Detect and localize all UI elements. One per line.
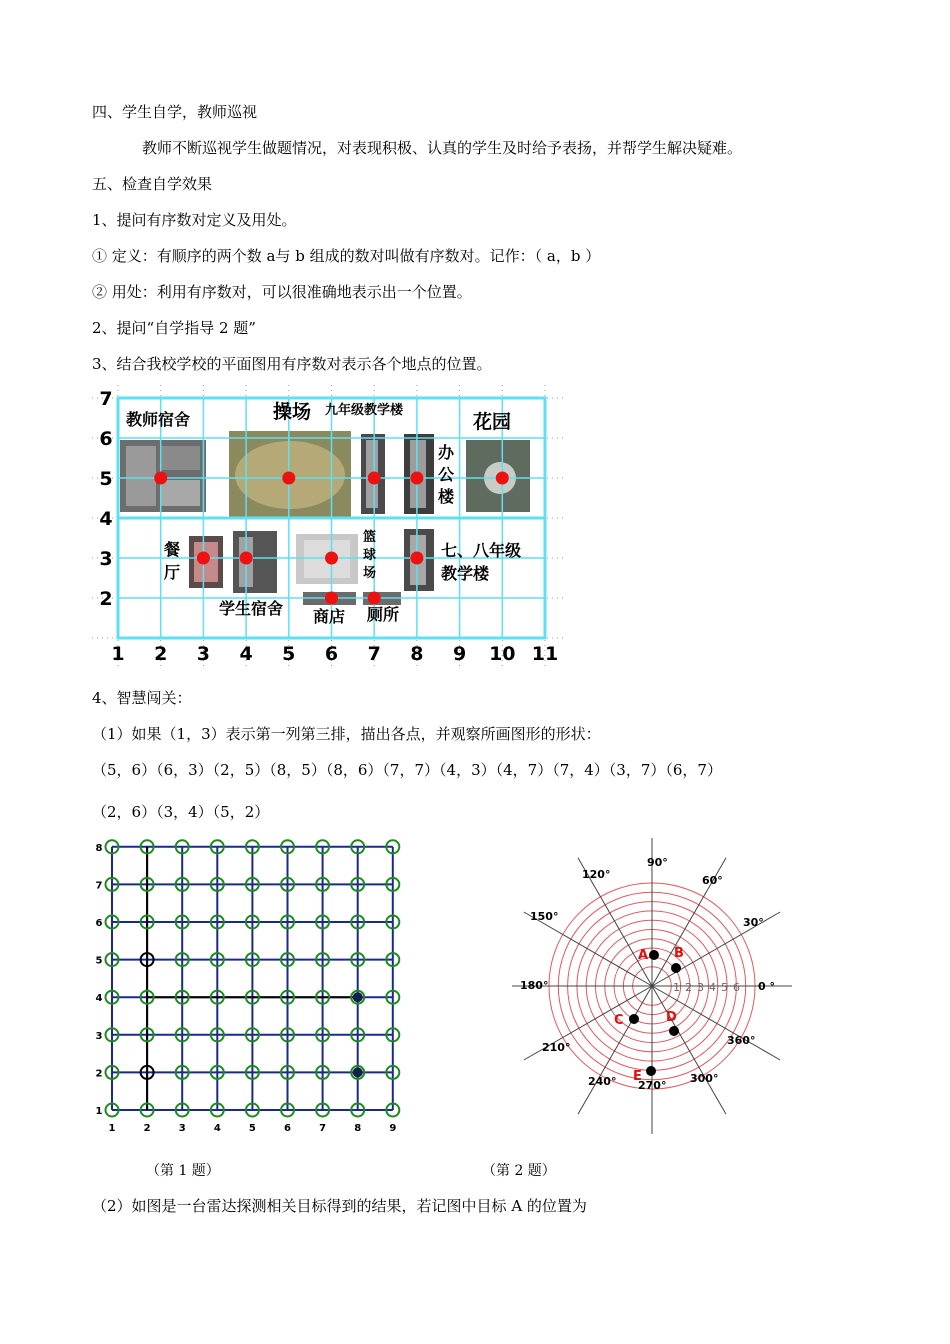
item-2: 2、提问“自学指导 2 题” [92, 319, 256, 337]
target-point [669, 1026, 679, 1036]
ring-label: 2 [685, 981, 692, 994]
label-grade9: 九年级教学楼 [325, 403, 404, 418]
label-teacher-dorm: 教师宿舍 [126, 410, 191, 429]
y-tick-label: 7 [95, 880, 103, 892]
angle-label: 210° [542, 1041, 571, 1054]
angle-label: 0 ° [758, 980, 775, 993]
x-tick-label: 6 [284, 1123, 291, 1134]
question-2: （2）如图是一台雷达探测相关目标得到的结果，若记图中目标 A 的位置为 [92, 1197, 587, 1215]
label-shop: 商店 [313, 607, 346, 626]
angle-label: 270° [638, 1079, 667, 1092]
x-tick-label: 1 [108, 1123, 116, 1134]
paragraph-teacher-patrol: 教师不断巡视学生做题情况，对表现积极、认真的学生及时给予表扬，并帮学生解决疑难。 [142, 139, 743, 157]
label-office-1: 办 [438, 443, 455, 462]
label-office-2: 公 [438, 465, 455, 484]
y-tick-label: 3 [95, 1030, 103, 1042]
angle-label: 90° [647, 856, 668, 869]
heading-four: 四、学生自学，教师巡视 [92, 103, 258, 121]
x-tick-label: 1 [111, 643, 125, 665]
y-tick-label: 2 [99, 588, 113, 610]
y-tick-label: 2 [95, 1068, 103, 1080]
y-tick-label: 4 [95, 993, 103, 1005]
target-point [671, 963, 681, 973]
y-tick-label: 5 [95, 955, 103, 967]
x-tick-label: 8 [410, 643, 424, 665]
label-garden: 花园 [473, 411, 512, 433]
y-tick-label: 3 [99, 548, 113, 570]
ring-label: 4 [709, 981, 716, 994]
target-point [649, 950, 659, 960]
x-tick-label: 5 [282, 643, 296, 665]
label-canteen-1: 餐 [164, 540, 181, 559]
definition-line: ① 定义：有顺序的两个数 a与 b 组成的数对叫做有序数对。记作：（ a，b ） [92, 247, 601, 265]
ring-label: 1 [673, 981, 680, 994]
radar-angle-labels [520, 856, 775, 1092]
label-playground: 操场 [273, 401, 312, 423]
y-tick-label: 6 [99, 428, 113, 450]
x-tick-label: 7 [367, 643, 381, 665]
x-tick-label: 11 [531, 643, 559, 665]
heading-five: 五、检查自学效果 [92, 175, 213, 193]
target-point [629, 1014, 639, 1024]
x-tick-label: 6 [324, 643, 339, 665]
target-label: A [638, 948, 649, 963]
angle-label: 60° [702, 874, 723, 887]
x-tick-label: 5 [248, 1123, 256, 1134]
usage-line: ② 用处：利用有序数对，可以很准确地表示出一个位置。 [92, 283, 472, 301]
angle-label: 360° [727, 1034, 756, 1047]
x-tick-label: 8 [354, 1123, 362, 1134]
x-tick-label: 9 [389, 1123, 397, 1134]
y-tick-label: 6 [95, 918, 103, 929]
y-tick-label: 8 [95, 842, 103, 854]
target-label: B [674, 946, 684, 961]
angle-label: 180° [520, 979, 549, 992]
target-point [646, 1066, 656, 1076]
item-1: 1、提问有序数对定义及用处。 [92, 211, 297, 229]
x-tick-label: 3 [178, 1123, 186, 1134]
caption-figure-1: （第 1 题） [146, 1163, 220, 1179]
label-toilet: 厕所 [367, 605, 400, 624]
x-tick-label: 2 [143, 1123, 151, 1134]
x-tick-label: 4 [213, 1123, 221, 1134]
label-court-2: 球 [363, 548, 377, 563]
x-tick-label: 10 [489, 643, 516, 665]
angle-label: 240° [588, 1075, 617, 1088]
label-grade78-1: 七、八年级 [441, 541, 522, 560]
label-court-1: 篮 [363, 530, 377, 545]
x-tick-label: 9 [452, 643, 467, 665]
points-list-2: （2，6）（3，4）（5，2） [92, 803, 270, 821]
ring-label: 3 [697, 981, 704, 994]
target-label: E [633, 1069, 642, 1084]
item-4: 4、智慧闯关： [92, 689, 192, 707]
target-label: C [614, 1013, 624, 1028]
y-tick-label: 1 [95, 1106, 103, 1117]
y-tick-label: 7 [99, 388, 113, 410]
x-tick-label: 3 [196, 643, 211, 665]
radar-ring-labels [673, 981, 740, 994]
x-tick-label: 2 [154, 643, 168, 665]
label-office-3: 楼 [438, 487, 455, 506]
label-grade78-2: 教学楼 [441, 564, 490, 583]
angle-label: 150° [530, 910, 559, 923]
label-canteen-2: 厅 [164, 563, 181, 582]
x-tick-label: 4 [239, 643, 253, 665]
ring-label: 5 [721, 981, 728, 994]
question-1: （1）如果（1，3）表示第一列第三排，描出各点，并观察所画图形的形状： [92, 725, 601, 743]
angle-label: 300° [690, 1072, 719, 1085]
y-tick-label: 5 [99, 468, 113, 490]
points-list-1: （5，6）（6，3）（2，5）（8，5）（8，6）（7，7）（4，3）（4，7）（7，4）（3，7）（6，7） [92, 761, 722, 779]
x-tick-label: 7 [319, 1123, 327, 1134]
angle-label: 30° [743, 916, 764, 929]
caption-figure-2: （第 2 题） [482, 1163, 556, 1179]
label-student-dorm: 学生宿舍 [219, 599, 284, 618]
item-3: 3、结合我校学校的平面图用有序数对表示各个地点的位置。 [92, 355, 492, 373]
angle-label: 120° [582, 868, 611, 881]
label-court-3: 场 [363, 566, 377, 581]
target-label: D [666, 1010, 677, 1025]
y-tick-label: 4 [99, 508, 113, 530]
ring-label: 6 [733, 981, 740, 994]
